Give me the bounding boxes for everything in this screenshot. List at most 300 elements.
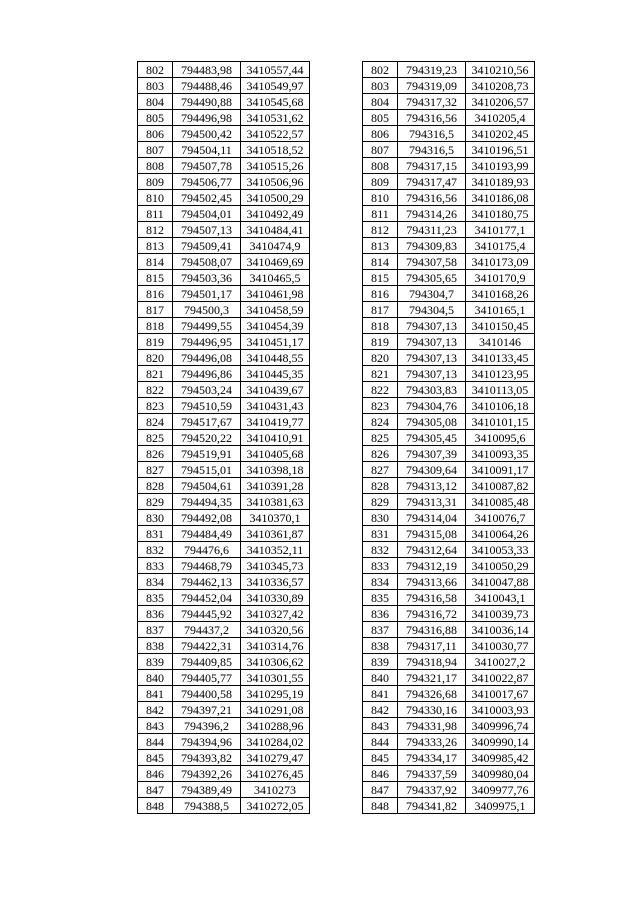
table-row [363, 126, 535, 142]
x-coordinate-cell: 794504,01 [173, 206, 241, 222]
point-number-cell: 821 [138, 366, 173, 382]
y-coordinate-cell: 3410291,08 [241, 702, 310, 718]
x-coordinate-cell: 794313,66 [398, 574, 466, 590]
point-number-cell: 844 [138, 734, 173, 750]
point-number-cell: 804 [138, 94, 173, 110]
x-coordinate-cell: 794515,01 [173, 462, 241, 478]
table-row [138, 478, 310, 494]
y-coordinate-cell: 3409975,1 [466, 798, 535, 814]
x-coordinate-cell: 794405,77 [173, 670, 241, 686]
table-row [138, 766, 310, 782]
y-coordinate-cell: 3410193,99 [466, 158, 535, 174]
x-coordinate-cell: 794316,72 [398, 606, 466, 622]
point-number-cell: 846 [138, 766, 173, 782]
table-row [138, 494, 310, 510]
point-number-cell: 818 [363, 318, 398, 334]
table-row [138, 142, 310, 158]
y-coordinate-cell: 3410150,45 [466, 318, 535, 334]
x-coordinate-cell: 794496,86 [173, 366, 241, 382]
point-number-cell: 822 [138, 382, 173, 398]
x-coordinate-cell: 794490,88 [173, 94, 241, 110]
x-coordinate-cell: 794312,64 [398, 542, 466, 558]
y-coordinate-cell: 3410284,02 [241, 734, 310, 750]
point-number-cell: 819 [363, 334, 398, 350]
coordinates-table-right-body [363, 62, 535, 814]
point-number-cell: 812 [138, 222, 173, 238]
x-coordinate-cell: 794496,95 [173, 334, 241, 350]
point-number-cell: 806 [363, 126, 398, 142]
y-coordinate-cell: 3410330,89 [241, 590, 310, 606]
y-coordinate-cell: 3410064,26 [466, 526, 535, 542]
y-coordinate-cell: 3410180,75 [466, 206, 535, 222]
table-row [138, 286, 310, 302]
point-number-cell: 816 [363, 286, 398, 302]
point-number-cell: 832 [138, 542, 173, 558]
x-coordinate-cell: 794341,82 [398, 798, 466, 814]
x-coordinate-cell: 794317,32 [398, 94, 466, 110]
point-number-cell: 813 [138, 238, 173, 254]
x-coordinate-cell: 794504,61 [173, 478, 241, 494]
x-coordinate-cell: 794307,13 [398, 366, 466, 382]
x-coordinate-cell: 794502,45 [173, 190, 241, 206]
point-number-cell: 811 [363, 206, 398, 222]
x-coordinate-cell: 794462,13 [173, 574, 241, 590]
x-coordinate-cell: 794503,24 [173, 382, 241, 398]
point-number-cell: 848 [138, 798, 173, 814]
table-row [138, 782, 310, 798]
x-coordinate-cell: 794500,3 [173, 302, 241, 318]
table-row [363, 782, 535, 798]
y-coordinate-cell: 3410301,55 [241, 670, 310, 686]
y-coordinate-cell: 3410451,17 [241, 334, 310, 350]
table-row [138, 62, 310, 78]
y-coordinate-cell: 3410410,91 [241, 430, 310, 446]
table-row [138, 558, 310, 574]
y-coordinate-cell: 3410522,57 [241, 126, 310, 142]
table-row [138, 798, 310, 814]
y-coordinate-cell: 3410465,5 [241, 270, 310, 286]
x-coordinate-cell: 794422,31 [173, 638, 241, 654]
point-number-cell: 807 [138, 142, 173, 158]
x-coordinate-cell: 794307,39 [398, 446, 466, 462]
y-coordinate-cell: 3410189,93 [466, 174, 535, 190]
point-number-cell: 820 [363, 350, 398, 366]
y-coordinate-cell: 3410336,57 [241, 574, 310, 590]
y-coordinate-cell: 3410165,1 [466, 302, 535, 318]
x-coordinate-cell: 794409,85 [173, 654, 241, 670]
table-row [138, 302, 310, 318]
y-coordinate-cell: 3409977,76 [466, 782, 535, 798]
table-row [363, 622, 535, 638]
table-row [138, 574, 310, 590]
y-coordinate-cell: 3410557,44 [241, 62, 310, 78]
table-row [363, 398, 535, 414]
point-number-cell: 836 [363, 606, 398, 622]
table-row [363, 174, 535, 190]
x-coordinate-cell: 794316,5 [398, 142, 466, 158]
y-coordinate-cell: 3410208,73 [466, 78, 535, 94]
table-row [138, 542, 310, 558]
table-row [138, 606, 310, 622]
y-coordinate-cell: 3410017,67 [466, 686, 535, 702]
point-number-cell: 842 [138, 702, 173, 718]
x-coordinate-cell: 794316,5 [398, 126, 466, 142]
x-coordinate-cell: 794476,6 [173, 542, 241, 558]
x-coordinate-cell: 794313,12 [398, 478, 466, 494]
y-coordinate-cell: 3409996,74 [466, 718, 535, 734]
y-coordinate-cell: 3410173,09 [466, 254, 535, 270]
point-number-cell: 821 [363, 366, 398, 382]
table-row [363, 606, 535, 622]
y-coordinate-cell: 3410186,08 [466, 190, 535, 206]
table-row [363, 766, 535, 782]
x-coordinate-cell: 794520,22 [173, 430, 241, 446]
point-number-cell: 813 [363, 238, 398, 254]
table-row [363, 334, 535, 350]
table-row [138, 414, 310, 430]
y-coordinate-cell: 3410352,11 [241, 542, 310, 558]
y-coordinate-cell: 3410405,68 [241, 446, 310, 462]
table-row [138, 238, 310, 254]
table-row [363, 686, 535, 702]
y-coordinate-cell: 3410043,1 [466, 590, 535, 606]
table-row [138, 174, 310, 190]
y-coordinate-cell: 3410381,63 [241, 494, 310, 510]
point-number-cell: 810 [363, 190, 398, 206]
table-row [138, 206, 310, 222]
y-coordinate-cell: 3410345,73 [241, 558, 310, 574]
y-coordinate-cell: 3410531,62 [241, 110, 310, 126]
point-number-cell: 848 [363, 798, 398, 814]
table-row [138, 254, 310, 270]
table-row [138, 270, 310, 286]
point-number-cell: 817 [363, 302, 398, 318]
table-row [363, 350, 535, 366]
x-coordinate-cell: 794312,19 [398, 558, 466, 574]
point-number-cell: 819 [138, 334, 173, 350]
y-coordinate-cell: 3410320,56 [241, 622, 310, 638]
table-row [138, 510, 310, 526]
x-coordinate-cell: 794316,58 [398, 590, 466, 606]
y-coordinate-cell: 3410279,47 [241, 750, 310, 766]
x-coordinate-cell: 794393,82 [173, 750, 241, 766]
x-coordinate-cell: 794318,94 [398, 654, 466, 670]
point-number-cell: 809 [138, 174, 173, 190]
y-coordinate-cell: 3410314,76 [241, 638, 310, 654]
y-coordinate-cell: 3410196,51 [466, 142, 535, 158]
y-coordinate-cell: 3410419,77 [241, 414, 310, 430]
y-coordinate-cell: 3410361,87 [241, 526, 310, 542]
y-coordinate-cell: 3410053,33 [466, 542, 535, 558]
x-coordinate-cell: 794309,83 [398, 238, 466, 254]
x-coordinate-cell: 794307,13 [398, 334, 466, 350]
y-coordinate-cell: 3410047,88 [466, 574, 535, 590]
table-row [138, 590, 310, 606]
y-coordinate-cell: 3410206,57 [466, 94, 535, 110]
x-coordinate-cell: 794317,15 [398, 158, 466, 174]
point-number-cell: 809 [363, 174, 398, 190]
x-coordinate-cell: 794392,26 [173, 766, 241, 782]
point-number-cell: 825 [363, 430, 398, 446]
point-number-cell: 818 [138, 318, 173, 334]
y-coordinate-cell: 3410272,05 [241, 798, 310, 814]
point-number-cell: 838 [363, 638, 398, 654]
point-number-cell: 845 [138, 750, 173, 766]
point-number-cell: 836 [138, 606, 173, 622]
y-coordinate-cell: 3410276,45 [241, 766, 310, 782]
y-coordinate-cell: 3410500,29 [241, 190, 310, 206]
x-coordinate-cell: 794319,09 [398, 78, 466, 94]
y-coordinate-cell: 3410454,39 [241, 318, 310, 334]
x-coordinate-cell: 794334,17 [398, 750, 466, 766]
x-coordinate-cell: 794314,04 [398, 510, 466, 526]
x-coordinate-cell: 794504,11 [173, 142, 241, 158]
x-coordinate-cell: 794496,08 [173, 350, 241, 366]
y-coordinate-cell: 3410398,18 [241, 462, 310, 478]
y-coordinate-cell: 3410050,29 [466, 558, 535, 574]
point-number-cell: 805 [138, 110, 173, 126]
table-row [138, 718, 310, 734]
table-row [363, 190, 535, 206]
table-row [138, 446, 310, 462]
x-coordinate-cell: 794307,13 [398, 318, 466, 334]
x-coordinate-cell: 794316,56 [398, 190, 466, 206]
x-coordinate-cell: 794499,55 [173, 318, 241, 334]
table-row [363, 254, 535, 270]
point-number-cell: 803 [138, 78, 173, 94]
x-coordinate-cell: 794492,08 [173, 510, 241, 526]
table-row [363, 382, 535, 398]
x-coordinate-cell: 794397,21 [173, 702, 241, 718]
x-coordinate-cell: 794500,42 [173, 126, 241, 142]
y-coordinate-cell: 3410170,9 [466, 270, 535, 286]
point-number-cell: 810 [138, 190, 173, 206]
x-coordinate-cell: 794316,88 [398, 622, 466, 638]
point-number-cell: 808 [363, 158, 398, 174]
table-row [138, 638, 310, 654]
table-row [138, 366, 310, 382]
x-coordinate-cell: 794503,36 [173, 270, 241, 286]
coordinates-table-left [137, 61, 310, 814]
table-row [363, 670, 535, 686]
point-number-cell: 846 [363, 766, 398, 782]
point-number-cell: 812 [363, 222, 398, 238]
table-row [363, 318, 535, 334]
table-row [363, 158, 535, 174]
y-coordinate-cell: 3410027,2 [466, 654, 535, 670]
y-coordinate-cell: 3410492,49 [241, 206, 310, 222]
y-coordinate-cell: 3410177,1 [466, 222, 535, 238]
table-row [363, 430, 535, 446]
y-coordinate-cell: 3410549,97 [241, 78, 310, 94]
x-coordinate-cell: 794304,7 [398, 286, 466, 302]
table-row [138, 222, 310, 238]
table-row [138, 382, 310, 398]
point-number-cell: 826 [363, 446, 398, 462]
x-coordinate-cell: 794506,77 [173, 174, 241, 190]
x-coordinate-cell: 794496,98 [173, 110, 241, 126]
y-coordinate-cell: 3410545,68 [241, 94, 310, 110]
x-coordinate-cell: 794468,79 [173, 558, 241, 574]
point-number-cell: 814 [138, 254, 173, 270]
y-coordinate-cell: 3410168,26 [466, 286, 535, 302]
table-row [138, 750, 310, 766]
point-number-cell: 830 [363, 510, 398, 526]
table-row [363, 478, 535, 494]
table-row [363, 366, 535, 382]
point-number-cell: 834 [363, 574, 398, 590]
point-number-cell: 811 [138, 206, 173, 222]
point-number-cell: 823 [138, 398, 173, 414]
point-number-cell: 825 [138, 430, 173, 446]
point-number-cell: 826 [138, 446, 173, 462]
x-coordinate-cell: 794508,07 [173, 254, 241, 270]
point-number-cell: 823 [363, 398, 398, 414]
x-coordinate-cell: 794483,98 [173, 62, 241, 78]
table-row [363, 206, 535, 222]
y-coordinate-cell: 3410036,14 [466, 622, 535, 638]
point-number-cell: 834 [138, 574, 173, 590]
point-number-cell: 831 [138, 526, 173, 542]
y-coordinate-cell: 3409985,42 [466, 750, 535, 766]
x-coordinate-cell: 794315,08 [398, 526, 466, 542]
table-row [138, 110, 310, 126]
y-coordinate-cell: 3410133,45 [466, 350, 535, 366]
table-row [363, 462, 535, 478]
point-number-cell: 827 [138, 462, 173, 478]
table-row [138, 686, 310, 702]
x-coordinate-cell: 794445,92 [173, 606, 241, 622]
point-number-cell: 831 [363, 526, 398, 542]
table-row [363, 414, 535, 430]
x-coordinate-cell: 794396,2 [173, 718, 241, 734]
y-coordinate-cell: 3410076,7 [466, 510, 535, 526]
y-coordinate-cell: 3410445,35 [241, 366, 310, 382]
y-coordinate-cell: 3410093,35 [466, 446, 535, 462]
point-number-cell: 824 [363, 414, 398, 430]
y-coordinate-cell: 3409980,04 [466, 766, 535, 782]
point-number-cell: 835 [138, 590, 173, 606]
y-coordinate-cell: 3410439,67 [241, 382, 310, 398]
table-row [363, 110, 535, 126]
x-coordinate-cell: 794437,2 [173, 622, 241, 638]
point-number-cell: 806 [138, 126, 173, 142]
table-row [138, 94, 310, 110]
y-coordinate-cell: 3410091,17 [466, 462, 535, 478]
point-number-cell: 802 [138, 62, 173, 78]
x-coordinate-cell: 794311,23 [398, 222, 466, 238]
table-row [138, 190, 310, 206]
table-row [138, 78, 310, 94]
y-coordinate-cell: 3410515,26 [241, 158, 310, 174]
y-coordinate-cell: 3410448,55 [241, 350, 310, 366]
table-row [138, 702, 310, 718]
y-coordinate-cell: 3409990,14 [466, 734, 535, 750]
point-number-cell: 828 [138, 478, 173, 494]
x-coordinate-cell: 794314,26 [398, 206, 466, 222]
point-number-cell: 841 [138, 686, 173, 702]
x-coordinate-cell: 794305,65 [398, 270, 466, 286]
x-coordinate-cell: 794303,83 [398, 382, 466, 398]
x-coordinate-cell: 794510,59 [173, 398, 241, 414]
x-coordinate-cell: 794326,68 [398, 686, 466, 702]
point-number-cell: 830 [138, 510, 173, 526]
x-coordinate-cell: 794337,59 [398, 766, 466, 782]
point-number-cell: 837 [363, 622, 398, 638]
point-number-cell: 840 [363, 670, 398, 686]
y-coordinate-cell: 3410101,15 [466, 414, 535, 430]
y-coordinate-cell: 3410175,4 [466, 238, 535, 254]
table-row [363, 542, 535, 558]
y-coordinate-cell: 3410030,77 [466, 638, 535, 654]
x-coordinate-cell: 794488,46 [173, 78, 241, 94]
table-row [138, 462, 310, 478]
point-number-cell: 842 [363, 702, 398, 718]
x-coordinate-cell: 794517,67 [173, 414, 241, 430]
table-row [138, 526, 310, 542]
y-coordinate-cell: 3410391,28 [241, 478, 310, 494]
x-coordinate-cell: 794304,5 [398, 302, 466, 318]
table-row [363, 62, 535, 78]
x-coordinate-cell: 794389,49 [173, 782, 241, 798]
table-row [138, 126, 310, 142]
table-row [363, 590, 535, 606]
point-number-cell: 840 [138, 670, 173, 686]
table-row [138, 734, 310, 750]
table-row [363, 302, 535, 318]
point-number-cell: 820 [138, 350, 173, 366]
x-coordinate-cell: 794317,11 [398, 638, 466, 654]
x-coordinate-cell: 794507,78 [173, 158, 241, 174]
point-number-cell: 832 [363, 542, 398, 558]
point-number-cell: 847 [363, 782, 398, 798]
table-row [363, 654, 535, 670]
table-row [138, 670, 310, 686]
point-number-cell: 803 [363, 78, 398, 94]
x-coordinate-cell: 794507,13 [173, 222, 241, 238]
y-coordinate-cell: 3410095,6 [466, 430, 535, 446]
point-number-cell: 837 [138, 622, 173, 638]
table-row [363, 574, 535, 590]
x-coordinate-cell: 794321,17 [398, 670, 466, 686]
point-number-cell: 839 [138, 654, 173, 670]
table-row [363, 510, 535, 526]
y-coordinate-cell: 3410295,19 [241, 686, 310, 702]
point-number-cell: 807 [363, 142, 398, 158]
y-coordinate-cell: 3410469,69 [241, 254, 310, 270]
coordinates-table-right [362, 61, 535, 814]
y-coordinate-cell: 3410205,4 [466, 110, 535, 126]
x-coordinate-cell: 794388,5 [173, 798, 241, 814]
y-coordinate-cell: 3410306,62 [241, 654, 310, 670]
table-row [138, 158, 310, 174]
table-row [363, 702, 535, 718]
point-number-cell: 838 [138, 638, 173, 654]
point-number-cell: 829 [363, 494, 398, 510]
y-coordinate-cell: 3410370,1 [241, 510, 310, 526]
table-row [363, 78, 535, 94]
x-coordinate-cell: 794304,76 [398, 398, 466, 414]
y-coordinate-cell: 3410458,59 [241, 302, 310, 318]
table-row [363, 270, 535, 286]
y-coordinate-cell: 3410484,41 [241, 222, 310, 238]
x-coordinate-cell: 794333,26 [398, 734, 466, 750]
x-coordinate-cell: 794313,31 [398, 494, 466, 510]
x-coordinate-cell: 794330,16 [398, 702, 466, 718]
table-row [138, 430, 310, 446]
table-row [138, 654, 310, 670]
y-coordinate-cell: 3410039,73 [466, 606, 535, 622]
